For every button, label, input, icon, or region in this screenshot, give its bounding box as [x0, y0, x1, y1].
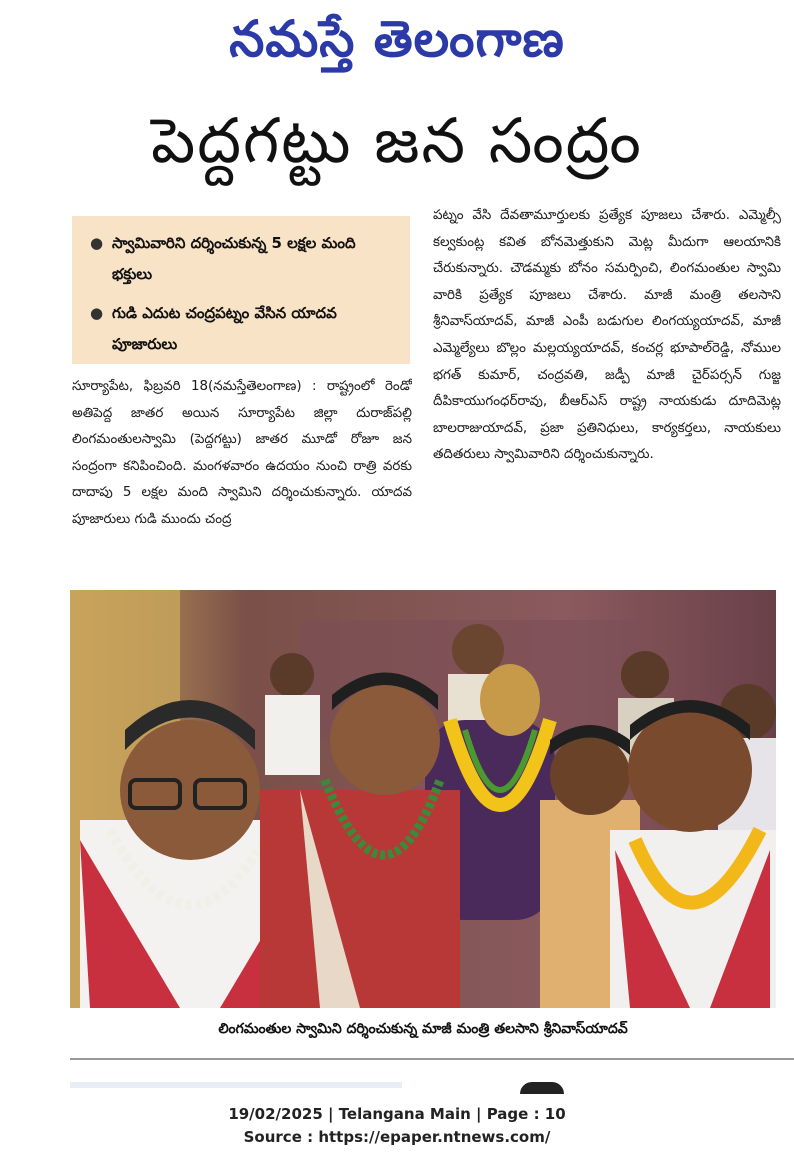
highlight-item [90, 228, 400, 290]
divider-line [70, 1058, 794, 1060]
highlight-text: గుడి ఎదుట చంద్రపట్నం వేసిన యాదవ పూజారులు [112, 304, 337, 353]
newspaper-masthead: నమస్తే తెలంగాణ [229, 9, 565, 68]
article-body-left-column: సూర్యాపేట, ఫిబ్రవరి 18(నమస్తేతెలంగాణ) : రాష్ట్రంలో రెండో అతిపెద్ద జాతర అయిన సూర్యాపేట జిల్లా దురాజ్‌పల్లి లింగమంతులస్వామి (పెద్దగట్టు) జాతర మూడో రోజూ జన సంద్రంగా కనిపించింది. మంగళవారం ఉదయం నుంచి రాత్రి వరకు దాదాపు 5 లక్షల మంది స్వామిని దర్శించుకున్నారు. యాదవ పూజారులు గుడి ముందు చంద్ర [72, 379, 412, 527]
footer-date-line: 19/02/2025 | Telangana Main | Page : 10 [228, 1105, 566, 1123]
highlights-box [72, 216, 410, 364]
highlight-text: స్వామివారిని దర్శించుకున్న 5 లక్షల మంది భక్తులు [112, 234, 356, 283]
article-headline: పెద్దగట్టు జన సంద్రం [151, 104, 643, 177]
highlight-item [90, 298, 400, 360]
bullet-icon: ● [90, 304, 104, 322]
news-photo [70, 590, 776, 1008]
article-body-right-column: పట్నం వేసి దేవతామూర్తులకు ప్రత్యేక పూజలు చేశారు. ఎమ్మెల్సీ కల్వకుంట్ల కవిత బోనమెత్తుకుని మెట్ల మీదుగా ఆలయానికి చేరుకున్నారు. చౌడమ్మకు బోనం సమర్పించి, లింగమంతుల స్వామి వారికి ప్రత్యేక పూజలు చేశారు. మాజీ మంత్రి తలసాని శ్రీనివాస్‌యాదవ్, మాజీ ఎంపీ బడుగుల లింగయ్యయాదవ్, మాజీ ఎమ్మెల్యేలు బొల్లం మల్లయ్యయాదవ్, కంచర్ల భూపాల్‌రెడ్డి, నోముల భగత్ కుమార్, చంద్రవతి, జడ్పీ మాజీ చైర్‌పర్సన్ గుజ్జ దీపికాయుగంధర్‌రావు, బీఆర్‌ఎస్ రాష్ట్ర నాయకుడు దూదిమెట్ల బాలరాజుయాదవ్, ప్రజా ప్రతినిధులు, కార్యకర్తలు, నాయకులు తదితరులు స్వామివారిని దర్శించుకున్నారు. [433, 208, 781, 463]
bullet-icon: ● [90, 234, 104, 252]
photo-caption: లింగమంతుల స్వామిని దర్శించుకున్న మాజీ మంత్రి తలసాని శ్రీనివాస్‌యాదవ్ [218, 1020, 628, 1037]
next-article-strip [70, 1082, 402, 1088]
photo-illustration [70, 590, 776, 1008]
next-article-fragment [520, 1082, 564, 1094]
footer-source-line: Source : https://epaper.ntnews.com/ [243, 1128, 551, 1146]
